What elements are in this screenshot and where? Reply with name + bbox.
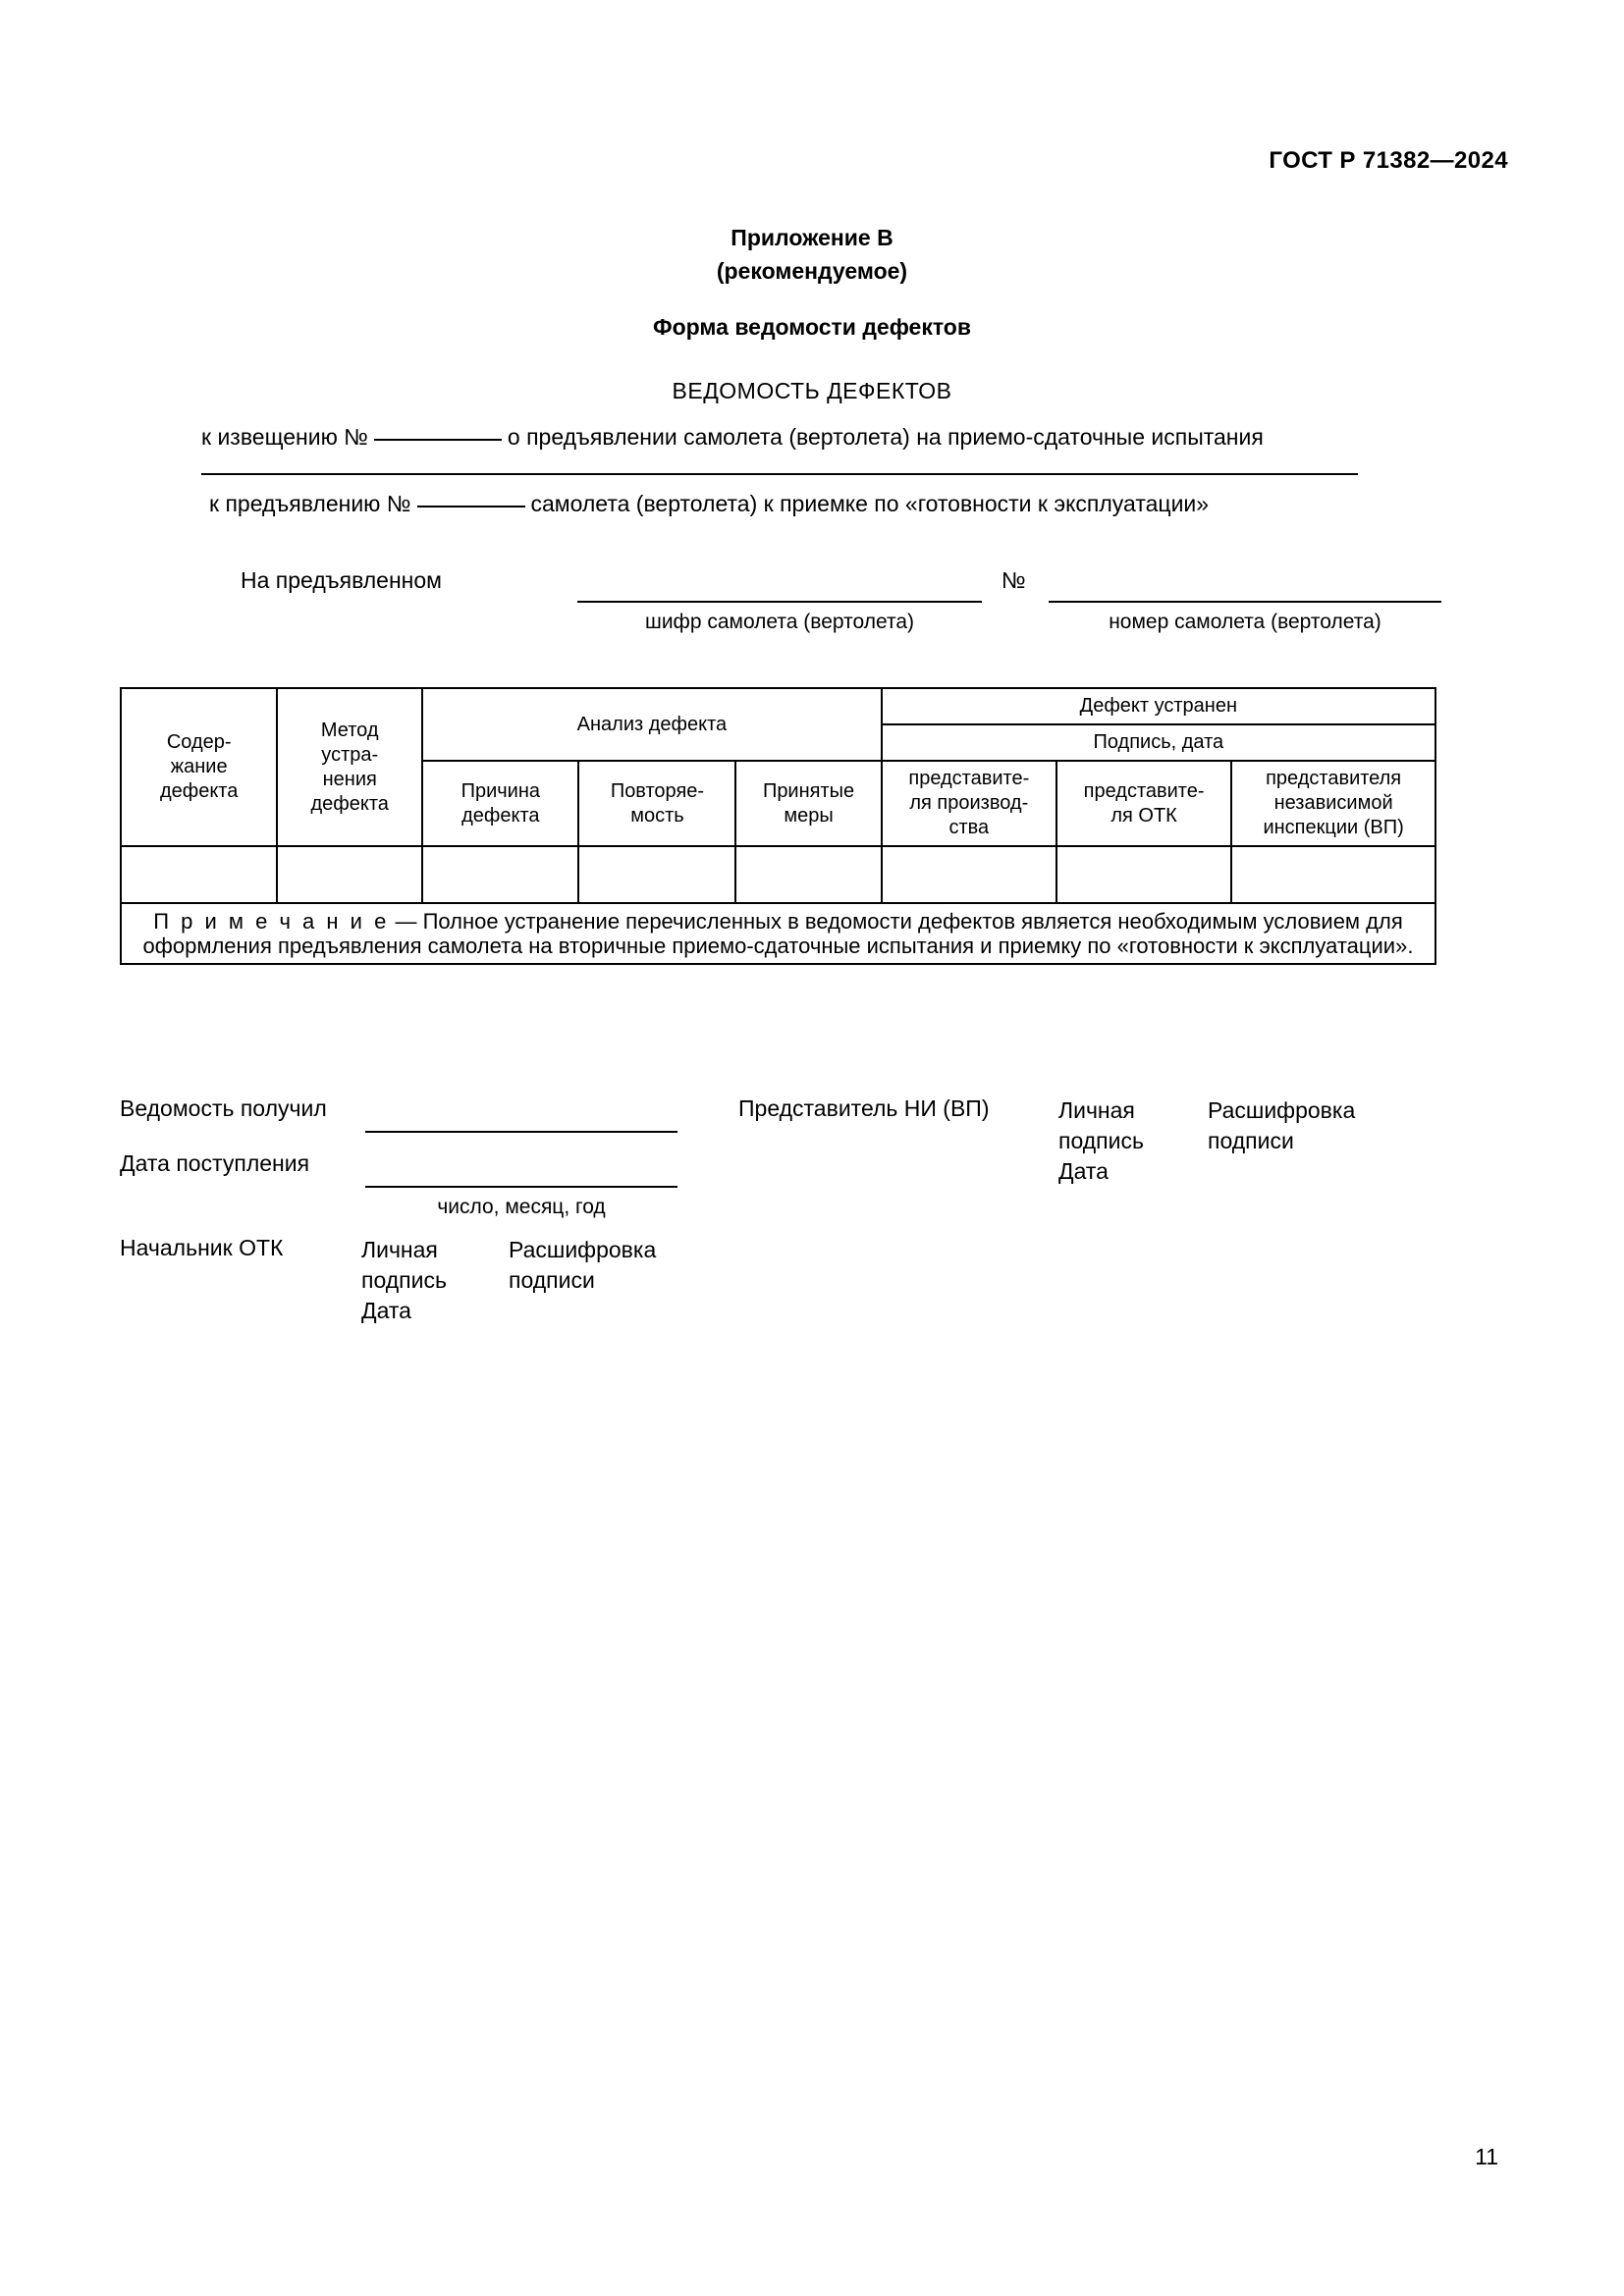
header-sub-cause-line2: дефекта — [461, 804, 540, 827]
otk-signature-line3: Дата — [361, 1298, 411, 1323]
aircraft-code-field[interactable] — [577, 601, 982, 603]
number-label: № — [1001, 567, 1026, 593]
header-group-sign-date: Подпись, дата — [882, 724, 1435, 761]
ni-decode-line1: Расшифровка — [1208, 1097, 1356, 1123]
ni-signature-line1: Личная — [1058, 1097, 1135, 1123]
appendix-subtitle: (рекомендуемое) — [716, 258, 908, 284]
aircraft-number-caption: номер самолета (вертолета) — [1109, 611, 1381, 633]
header-sub-cause-line1: Причина — [460, 779, 541, 802]
header-group-fixed: Дефект устранен — [882, 688, 1435, 724]
divider-rule — [201, 473, 1358, 475]
cell-otk-rep[interactable] — [1056, 846, 1231, 903]
header-sub-repeat-line2: мость — [630, 804, 684, 827]
header-sub-measures-line1: Принятые — [762, 779, 855, 802]
header-sub-measures-line2: меры — [784, 804, 834, 827]
ni-signature-line2: подпись — [1058, 1128, 1144, 1153]
presentation-prefix: к предъявлению № — [209, 491, 411, 516]
ni-rep-signature-block — [1058, 1095, 1144, 1187]
header-sub-prod-line1: представите- — [908, 768, 1030, 789]
header-sub-ni-rep — [1231, 761, 1435, 846]
aircraft-number-field[interactable] — [1049, 601, 1441, 603]
document-title: ВЕДОМОСТЬ ДЕФЕКТОВ — [672, 378, 952, 403]
otk-chief-decode-block — [509, 1235, 656, 1296]
otk-chief-signature-block — [361, 1235, 447, 1326]
header-sub-ni-line3: инспекции (ВП) — [1263, 817, 1404, 838]
aircraft-code-caption: шифр самолета (вертолета) — [644, 611, 915, 633]
header-defect-content-line1: Содер- — [166, 731, 232, 753]
presented-label: На предъявленном — [241, 567, 442, 593]
header-sub-production-rep — [882, 761, 1056, 846]
header-defect-content — [121, 688, 277, 846]
table-row — [121, 846, 1435, 903]
form-title: Форма ведомости дефектов — [653, 314, 971, 340]
header-group-analysis: Анализ дефекта — [422, 688, 882, 761]
presentation-suffix: самолета (вертолета) к приемке по «готовности к эксплуатации» — [530, 491, 1210, 516]
note-text: Полное устранение перечисленных в ведомости дефектов является необходимым условием для оформления предъявления самолета на вторичные приемо-сдаточные испытания и приемку по «готовности к эксплуатации». — [142, 909, 1414, 958]
otk-chief-label: Начальник ОТК — [120, 1235, 284, 1260]
standard-header: ГОСТ Р 71382—2024 — [1269, 147, 1508, 174]
ni-decode-line2: подписи — [1208, 1128, 1294, 1153]
header-sub-prod-line2: ля производ- — [909, 792, 1029, 814]
notice-suffix: о предъявлении самолета (вертолета) на приемо-сдаточные испытания — [507, 424, 1264, 450]
header-sub-repeat-line1: Повторяе- — [610, 779, 705, 802]
cell-defect-method[interactable] — [277, 846, 422, 903]
notice-prefix: к извещению № — [201, 424, 368, 450]
cell-measures[interactable] — [735, 846, 881, 903]
presentation-line — [209, 491, 1209, 517]
cell-cause[interactable] — [422, 846, 578, 903]
note-label: П р и м е ч а н и е — [153, 909, 390, 934]
received-label: Ведомость получил — [120, 1095, 327, 1121]
header-sub-measures — [735, 761, 881, 846]
header-sub-otk-line1: представите- — [1083, 779, 1205, 802]
header-defect-method-line2: устра- — [321, 743, 379, 766]
cell-repeatability[interactable] — [578, 846, 735, 903]
received-field[interactable] — [365, 1131, 677, 1133]
table-note-row — [121, 903, 1435, 964]
otk-decode-line2: подписи — [509, 1267, 595, 1293]
appendix-title: Приложение В — [731, 225, 893, 250]
header-sub-cause — [422, 761, 578, 846]
ni-signature-line3: Дата — [1058, 1158, 1109, 1184]
arrival-date-field[interactable] — [365, 1186, 677, 1188]
header-defect-content-line2: жание — [170, 756, 228, 777]
header-sub-ni-line2: независимой — [1273, 792, 1393, 814]
notice-blank — [374, 438, 502, 441]
table-header-row-1 — [121, 688, 1435, 724]
header-defect-method — [277, 688, 422, 846]
header-sub-otk-line2: ля ОТК — [1110, 804, 1177, 827]
presentation-blank — [417, 505, 525, 507]
header-defect-content-line3: дефекта — [159, 780, 239, 802]
arrival-date-label: Дата поступления — [120, 1150, 310, 1176]
header-sub-prod-line3: ства — [948, 817, 990, 838]
header-sub-repeatability — [578, 761, 735, 846]
appendix-heading — [0, 221, 1624, 288]
page-number: 11 — [1475, 2144, 1498, 2169]
ni-rep-decode-block — [1208, 1095, 1355, 1156]
header-sub-otk-rep — [1056, 761, 1231, 846]
otk-decode-line1: Расшифровка — [509, 1237, 657, 1262]
ni-rep-label: Представитель НИ (ВП) — [738, 1095, 990, 1121]
table-note — [121, 903, 1435, 964]
otk-signature-line1: Личная — [361, 1237, 438, 1262]
defects-table — [120, 687, 1436, 965]
cell-production-rep[interactable] — [882, 846, 1056, 903]
header-defect-method-line4: дефекта — [310, 792, 389, 815]
header-sub-ni-line1: представителя — [1266, 768, 1402, 789]
otk-signature-line2: подпись — [361, 1267, 447, 1293]
notice-line — [201, 424, 1264, 451]
cell-ni-rep[interactable] — [1231, 846, 1435, 903]
header-defect-method-line1: Метод — [320, 719, 379, 741]
header-defect-method-line3: нения — [322, 768, 377, 790]
note-dash: — — [395, 909, 417, 934]
cell-defect-content[interactable] — [121, 846, 277, 903]
arrival-date-caption: число, месяц, год — [437, 1196, 606, 1218]
